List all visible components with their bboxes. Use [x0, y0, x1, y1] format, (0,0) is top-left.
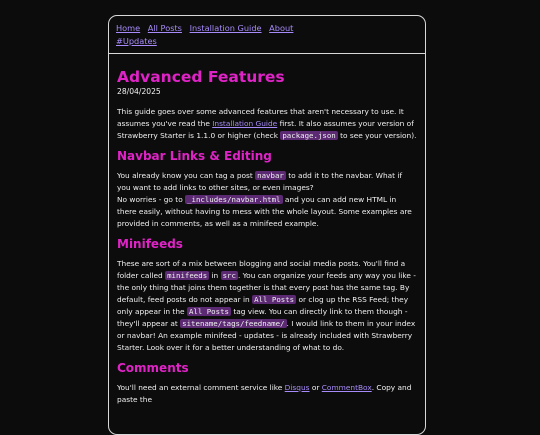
comments-paragraph: You'll need an external comment service like Disqus or CommentBox. Copy and paste the [117, 383, 412, 404]
commentbox-link[interactable]: CommentBox [321, 383, 372, 392]
nav-link-all-posts[interactable]: All Posts [147, 23, 182, 33]
minifeeds-paragraph: These are sort of a mix between blogging and social media posts. You'll find a folder called minifeeds in src . You can organize your feeds any way you like - the only thing that joins them together is that every post has the same tag. By default, feed posts do not appear in All Posts or clog up the RSS Feed; they only appear in the All Posts tag view. You can directly link to them though - they'll appear at sitename/tags/feedname/ . I would link to them in your index or navbar! An example minifeed - updates - is already included with Strawberry Starter. Look over it for a better understanding of what to do. [117, 259, 416, 352]
post-date: 28/04/2025 [117, 87, 161, 96]
code-minifeeds: minifeeds [167, 271, 208, 280]
disqus-link[interactable]: Disqus [284, 383, 310, 392]
post-content [109, 54, 425, 406]
page-frame [108, 15, 426, 435]
nav-link-installation-guide[interactable]: Installation Guide [189, 23, 262, 33]
page-title: Advanced Features [117, 68, 285, 86]
navbar [109, 16, 425, 54]
intro-paragraph: This guide goes over some advanced features that aren't necessary to use. It assumes you've read the Installation Guide first. It also assumes your version of Strawberry Starter is 1.1.0 or higher (check package.json to see your version). [117, 107, 417, 140]
heading-comments: Comments [117, 361, 189, 375]
code-all-posts: All Posts [254, 295, 295, 304]
code-navbar-html: _includes/navbar.html [187, 195, 281, 204]
code-feed-url: sitename/tags/feedname/ [182, 319, 285, 328]
heading-navbar-links: Navbar Links & Editing [117, 149, 272, 163]
navbar-paragraph: You already know you can tag a post navbar to add it to the navbar. What if you want to add links to other sites, or even images? No worries - go to _includes/navbar.html and you can add new HTML in there easily, without having to mess with the whole layout. Some examples are provided in comments, as well as a minifeed example. [117, 171, 412, 228]
installation-guide-link[interactable]: Installation Guide [212, 119, 278, 128]
code-navbar: navbar [257, 171, 284, 180]
nav-link-about[interactable]: About [269, 23, 294, 33]
nav-link-updates[interactable]: #Updates [116, 36, 157, 46]
code-all-posts-tag: All Posts [188, 307, 229, 316]
code-src: src [222, 271, 236, 280]
heading-minifeeds: Minifeeds [117, 237, 183, 251]
code-package-json: package.json [282, 131, 336, 140]
nav-link-home[interactable]: Home [116, 23, 141, 33]
